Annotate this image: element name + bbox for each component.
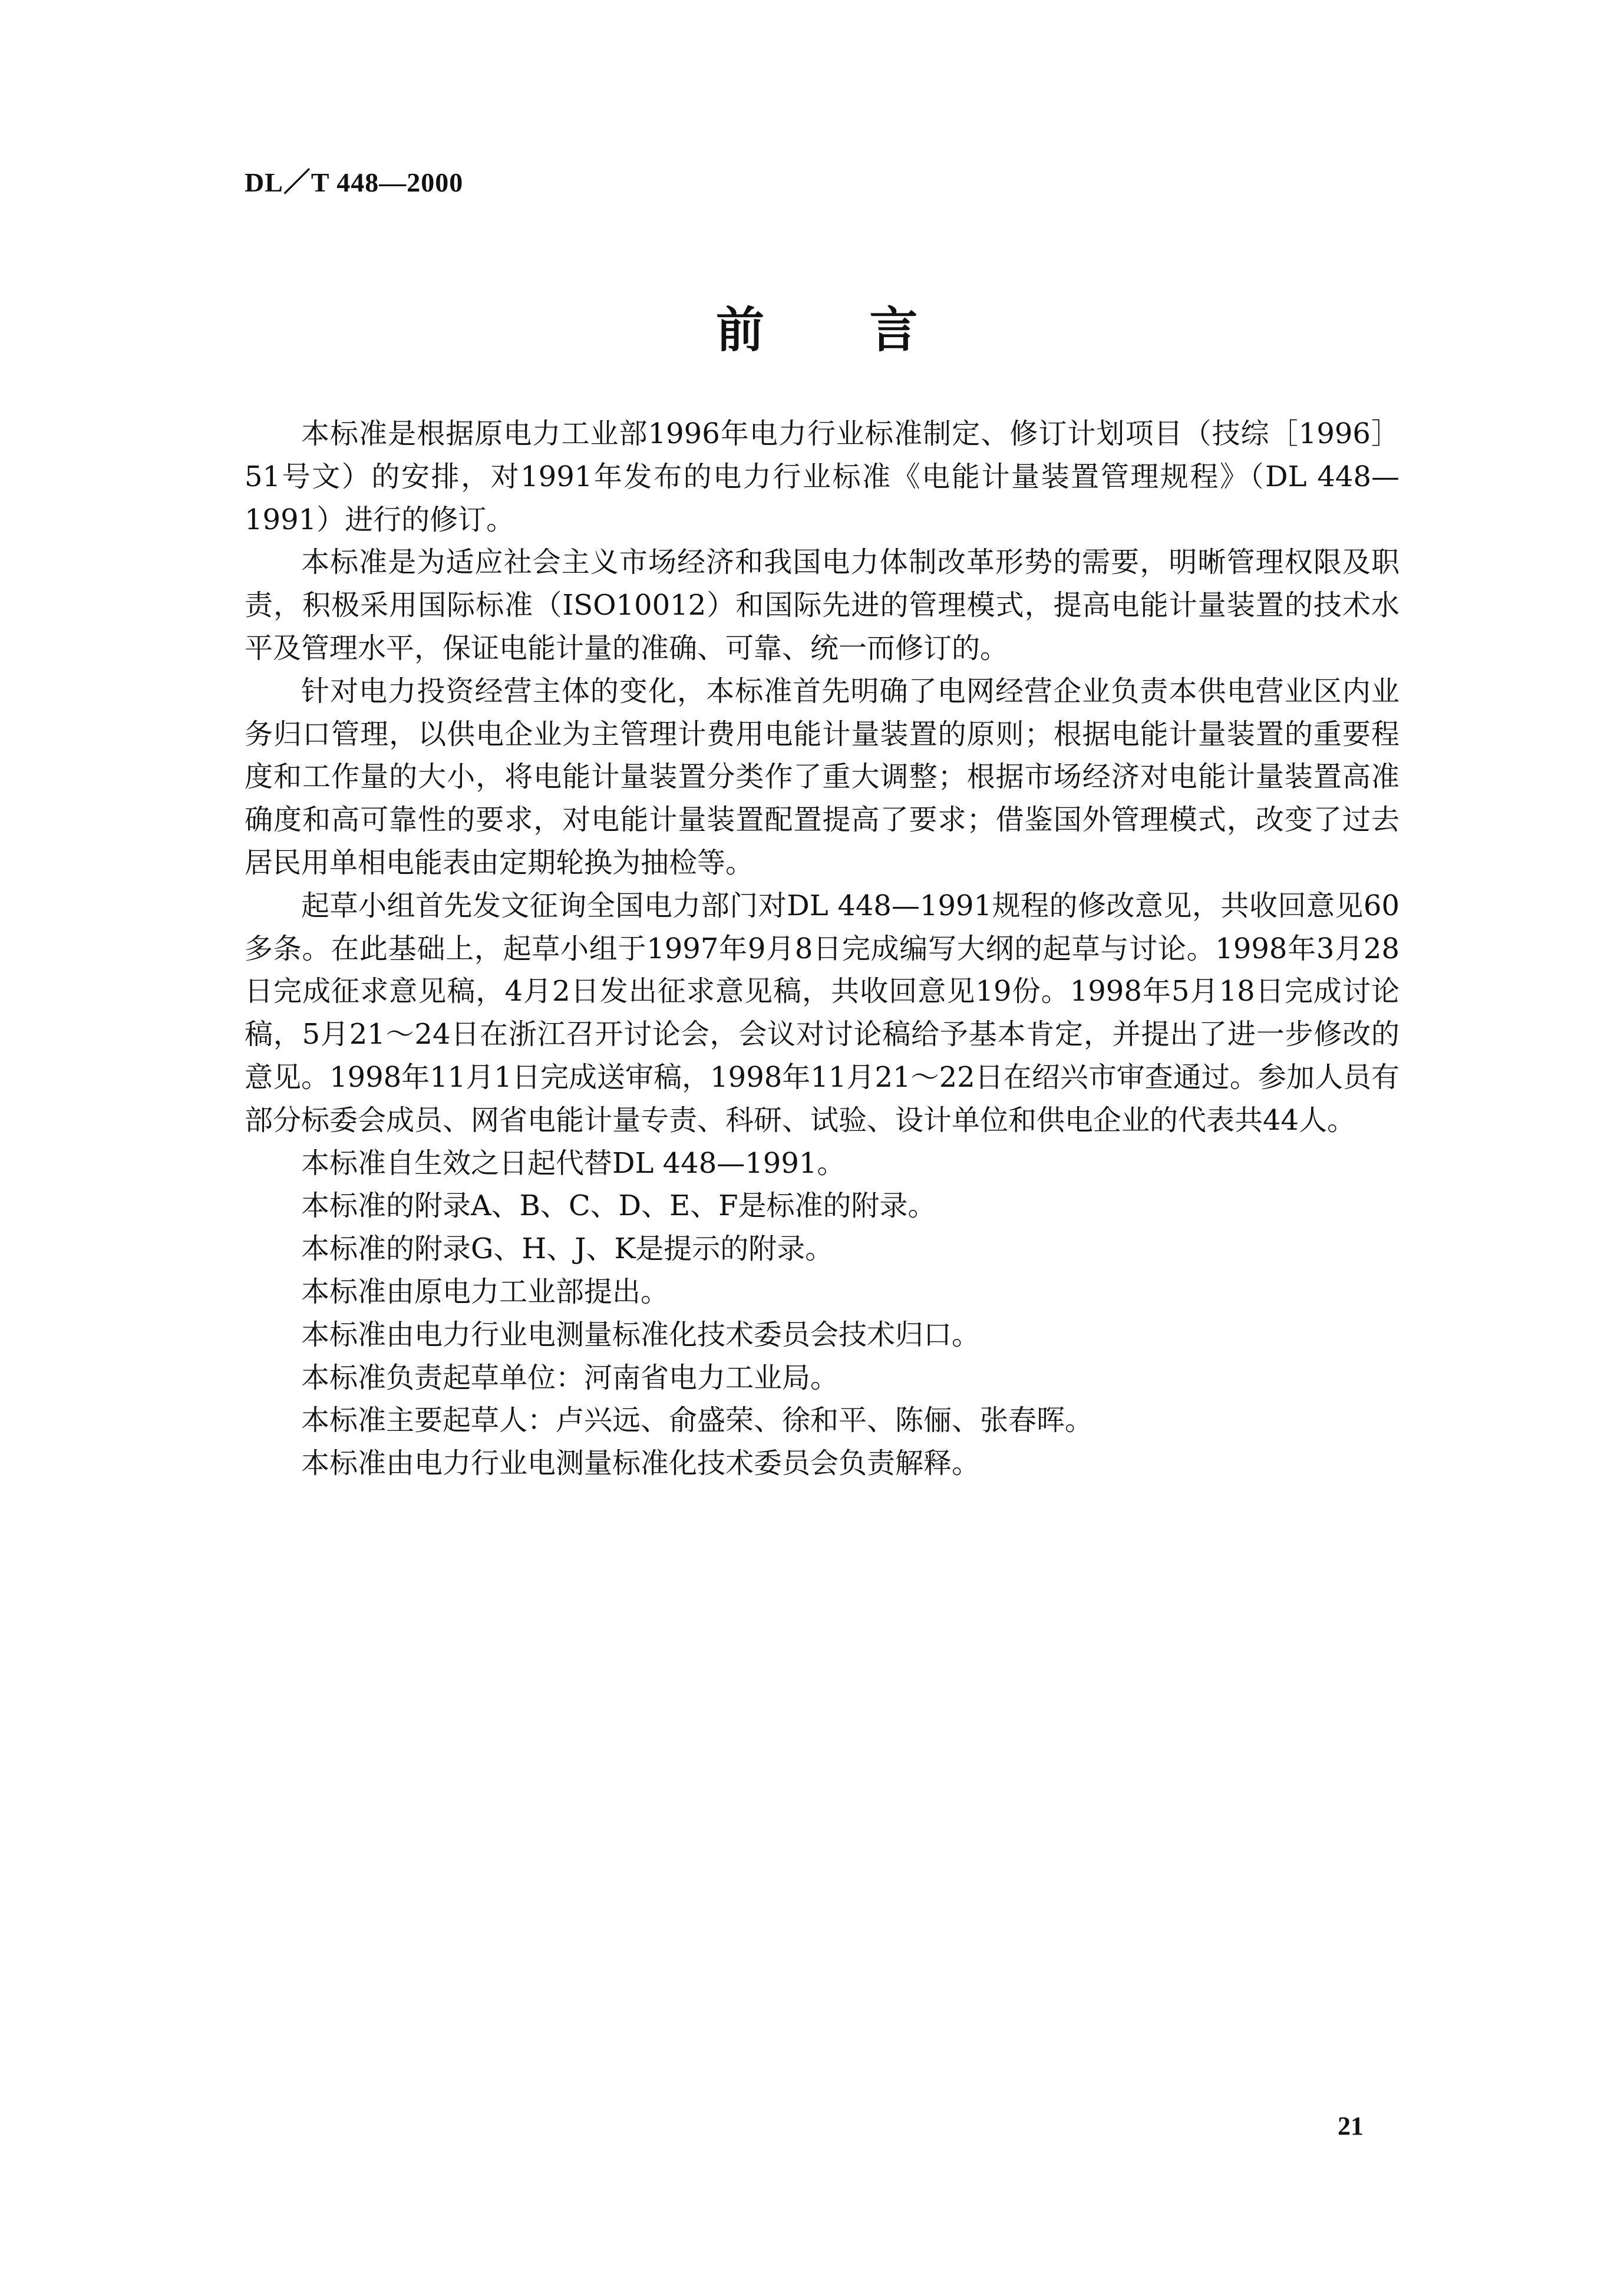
paragraph-normative-appendices: 本标准的附录A、B、C、D、E、F是标准的附录。 bbox=[301, 1189, 936, 1223]
paragraph-replacement: 本标准自生效之日起代替DL 448—1991。 bbox=[301, 1146, 846, 1180]
paragraph-technical-committee: 本标准由电力行业电测量标准化技术委员会技术归口。 bbox=[301, 1318, 981, 1351]
paragraph-drafters: 本标准主要起草人：卢兴远、俞盛荣、徐和平、陈俪、张春晖。 bbox=[301, 1404, 1094, 1437]
paragraph-purpose: 本标准是为适应社会主义市场经济和我国电力体制改革形势的需要，明晰管理权限及职责，积极采用国际标准（ISO10012）和国际先进的管理模式，提高电能计量装置的技术水平及管理水平，保证电能计量的准确、可靠、统一而修订的。 bbox=[245, 546, 1399, 665]
document-code: DL／T 448—2000 bbox=[245, 167, 464, 197]
paragraph-proposer: 本标准由原电力工业部提出。 bbox=[301, 1275, 669, 1308]
paragraph-changes: 针对电力投资经营主体的变化，本标准首先明确了电网经营企业负责本供电营业区内业务归口管理，以供电企业为主管理计费用电能计量装置的原则；根据电能计量装置的重要程度和工作量的大小，将电能计量装置分类作了重大调整；根据市场经济对电能计量装置高准确度和高可靠性的要求，对电能计量装置配置提高了要求；借鉴国外管理模式，改变了过去居民用单相电能表由定期轮换为抽检等。 bbox=[245, 674, 1399, 879]
paragraph-drafting-history: 起草小组首先发文征询全国电力部门对DL 448—1991规程的修改意见，共收回意见60多条。在此基础上，起草小组于1997年9月8日完成编写大纲的起草与讨论。1998年3月28日完成征求意见稿，4月2日发出征求意见稿，共收回意见19份。1998年5月18日完成讨论稿，5月21～24日在浙江召开讨论会，会议对讨论稿给予基本肯定，并提出了进一步修改的意见。1998年11月1日完成送审稿，1998年11月21～22日在绍兴市审查通过。参加人员有部分标委会成员、网省电能计量专责、科研、试验、设计单位和供电企业的代表共44人。 bbox=[245, 889, 1399, 1137]
paragraph-informative-appendices: 本标准的附录G、H、J、K是提示的附录。 bbox=[301, 1232, 834, 1266]
paragraph-drafting-unit: 本标准负责起草单位：河南省电力工业局。 bbox=[301, 1361, 839, 1394]
paragraph-interpretation: 本标准由电力行业电测量标准化技术委员会负责解释。 bbox=[301, 1447, 981, 1480]
paragraph-origin: 本标准是根据原电力工业部1996年电力行业标准制定、修订计划项目（技综［1996］51号文）的安排，对1991年发布的电力行业标准《电能计量装置管理规程》（DL 448—1991）进行的修订。 bbox=[245, 417, 1399, 536]
page-number: 21 bbox=[1338, 2112, 1364, 2140]
page-title: 前 言 bbox=[716, 302, 918, 358]
foreword-body bbox=[245, 413, 1399, 1485]
